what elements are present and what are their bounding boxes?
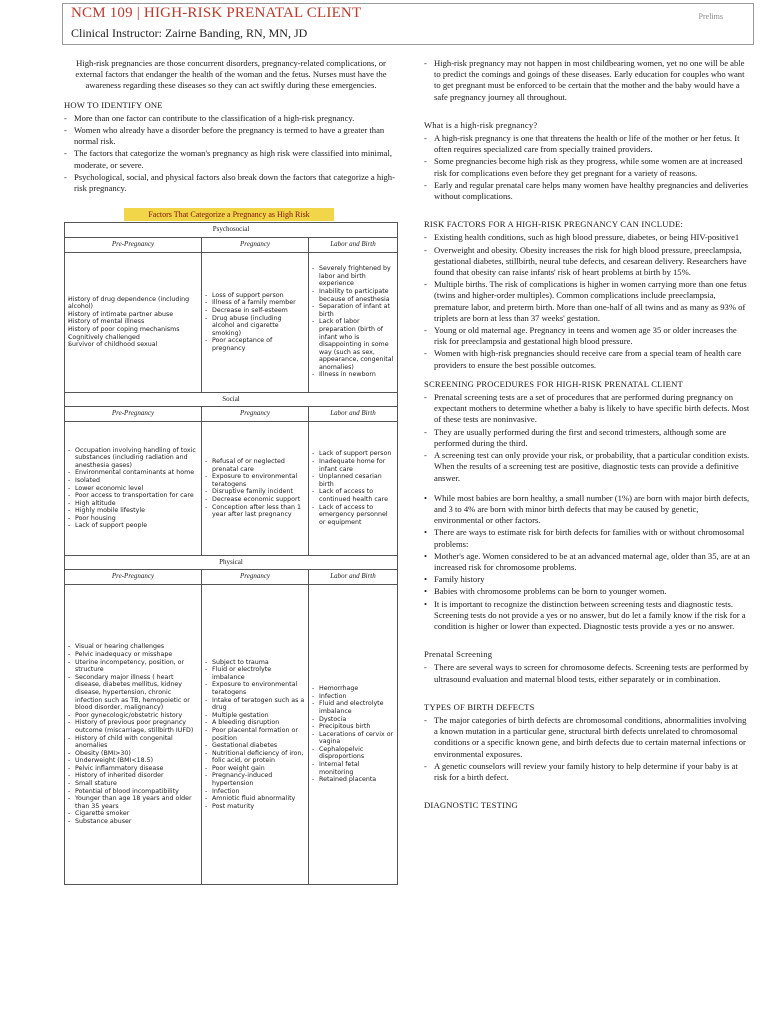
list-item: • Family history <box>424 574 750 585</box>
col-pregnancy: Pregnancy <box>202 238 309 253</box>
list-item: - Inability to participate because of anesthesia <box>312 288 394 303</box>
instructor-line: Clinical Instructor: Zairne Banding, RN, MN, JD <box>71 26 308 40</box>
list-item: - Poor access to transportation for care <box>68 492 198 500</box>
list-item: - Disruptive family incident <box>205 488 305 496</box>
list-item: - Conception after less than 1 year after last pregnancy <box>205 504 305 519</box>
list-item: - Illness in newborn <box>312 371 394 379</box>
defects-list <box>424 715 750 783</box>
list-item: - Cephalopelvic disproportions <box>312 746 394 761</box>
page-header <box>62 3 754 45</box>
list-item: - Isolated <box>68 477 198 485</box>
list-item: - The factors that categorize the woman's pregnancy as high risk were classified into minimal, moderate, or severe. <box>64 148 398 170</box>
list-item: - Cigarette smoker <box>68 810 198 818</box>
list-item: - Uterine incompetency, position, or structure <box>68 659 198 674</box>
list-item: - Retained placenta <box>312 776 394 784</box>
list-item: - Nutritional deficiency of iron, folic acid, or protein <box>205 750 305 765</box>
psy-pre-list <box>68 296 198 349</box>
list-item: - Potential of blood incompatibility <box>68 788 198 796</box>
what-list <box>424 133 750 202</box>
list-item: - Pelvic inflammatory disease <box>68 765 198 773</box>
list-item: - Women who already have a disorder before the pregnancy is termed to have a greater than normal risk. <box>64 125 398 147</box>
list-item: - Precipitous birth <box>312 723 394 731</box>
soc-pre-list <box>68 447 198 531</box>
list-item: - High altitude <box>68 500 198 508</box>
list-item: - A high-risk pregnancy is one that threatens the health or life of the mother or her fetus. It often requires specialized care from specially trained providers. <box>424 133 750 155</box>
list-item: - Lacerations of cervix or vagina <box>312 731 394 746</box>
estimate-list <box>424 493 750 632</box>
list-item: - Psychological, social, and physical factors also break down the factors that categorize a high-risk pregnancy. <box>64 172 398 194</box>
list-item: • There are ways to estimate risk for birth defects for families with or without chromosomal problems: <box>424 527 750 549</box>
section-title-how: HOW TO IDENTIFY ONE <box>64 99 163 110</box>
list-item: - Exposure to environmental teratogens <box>205 681 305 696</box>
list-item: - High-risk pregnancy may not happen in most childbearing women, yet no one will be able to predict the comings and goings of these diseases. Early education for couples who want to get pregnant must be enforced to be certain that the mother and the baby would have a safe pregnancy journey all throughout. <box>424 58 750 103</box>
list-item: - Some pregnancies become high risk as they progress, while some women are at increased risk for complications even before they get pregnant for a variety of reasons. <box>424 156 750 178</box>
list-item: - History of child with congenital anomalies <box>68 735 198 750</box>
list-item: - Gestational diabetes <box>205 742 305 750</box>
list-item: - Poor gynecologic/obstetric history <box>68 712 198 720</box>
list-item: - Decrease in self-esteem <box>205 307 305 315</box>
list-item: - Obesity (BMI>30) <box>68 750 198 758</box>
list-item: - More than one factor can contribute to the classification of a high-risk pregnancy. <box>64 113 398 124</box>
list-item: - Dystocia <box>312 716 394 724</box>
list-item: - Survivor of childhood sexual <box>68 341 198 349</box>
list-item: - Fluid and electrolyte imbalance <box>312 700 394 715</box>
list-item: - Overweight and obesity. Obesity increases the risk for high blood pressure, preeclampsia, gestational diabetes, stillbirth, neural tube defects, and cesarean delivery. Researchers have found that obesity can raise infants' risk of heart problems at birth by 15%. <box>424 245 750 279</box>
list-item: - Illness of a family member <box>205 299 305 307</box>
col-pre-pregnancy: Pre-Pregnancy <box>65 238 202 253</box>
document-title: NCM 109 | HIGH-RISK PRENATAL CLIENT <box>71 5 362 21</box>
intro-paragraph: High-risk pregnancies are those concurrent disorders, pregnancy-related complications, or external factors that endanger the health of the woman and the fetus. Nurses must have the awareness regarding these diseases so they can act swiftly during these emergencies. <box>75 58 387 91</box>
col-labor-birth: Labor and Birth <box>309 570 398 585</box>
list-item: - Infection <box>205 788 305 796</box>
list-item: - Infection <box>312 693 394 701</box>
list-item: - Visual or hearing challenges <box>68 643 198 651</box>
list-item: - Prenatal screening tests are a set of procedures that are performed during pregnancy on expectant mothers to determine whether a baby is likely to have specific birth defects. Most of these tests are noninvasive. <box>424 392 750 426</box>
list-item: • Mother's age. Women considered to be at an advanced maternal age, older than 35, are at an increased risk for chromosome problems. <box>424 551 750 573</box>
risk-factors-table <box>64 222 398 885</box>
list-item: - History of intimate partner abuse <box>68 311 198 319</box>
list-item: - Lack of support people <box>68 522 198 530</box>
psy-labor-list <box>312 265 394 379</box>
list-item: - Separation of infant at birth <box>312 303 394 318</box>
list-item: - Highly mobile lifestyle <box>68 507 198 515</box>
list-item: - History of poor coping mechanisms <box>68 326 198 334</box>
list-item: - The major categories of birth defects are chromosomal conditions, abnormalities involving a known mutation in a particular gene, structural birth defects unrelated to chromosomal conditions or a specific known gene, and birth defects due to certain maternal infections or environmental exposures. <box>424 715 750 760</box>
list-item: - Hemorrhage <box>312 685 394 693</box>
list-item: - Existing health conditions, such as high blood pressure, diabetes, or being HIV-positive1 <box>424 232 750 243</box>
list-item: - Poor placental formation or position <box>205 727 305 742</box>
list-item: - History of drug dependence (including alcohol) <box>68 296 198 311</box>
list-item: • While most babies are born healthy, a small number (1%) are born with major birth defects, and 3 to 4% are born with minor birth defects that may be caused by genetic, environmental or other factors. <box>424 493 750 527</box>
list-item: - Intake of teratogen such as a drug <box>205 697 305 712</box>
soc-preg-list <box>205 458 305 519</box>
list-item: - Pregnancy-induced hypertension <box>205 772 305 787</box>
list-item: - They are usually performed during the first and second trimesters, although some are performed during the third. <box>424 427 750 449</box>
list-item: - Loss of support person <box>205 292 305 300</box>
list-item: - Occupation involving handling of toxic substances (including radiation and anesthesia gases) <box>68 447 198 470</box>
soc-labor-list <box>312 450 394 526</box>
section-title-diagnostic: DIAGNOSTIC TESTING <box>424 800 518 811</box>
psy-preg-list <box>205 292 305 353</box>
list-item: - Lack of support person <box>312 450 394 458</box>
list-item: • Babies with chromosome problems can be born to younger women. <box>424 586 750 597</box>
exam-tag: Prelims <box>698 12 723 21</box>
list-item: - Fluid or electrolyte imbalance <box>205 666 305 681</box>
screening-list <box>424 392 750 484</box>
section-title-screening: SCREENING PROCEDURES FOR HIGH-RISK PRENATAL CLIENT <box>424 378 683 389</box>
list-item: - Young or old maternal age. Pregnancy in teens and women age 35 or older increases the risk for preeclampsia and gestational high blood pressure. <box>424 325 750 347</box>
list-item: - Poor weight gain <box>205 765 305 773</box>
list-item: - Underweight (BMI<18.5) <box>68 757 198 765</box>
list-item: - Unplanned cesarian birth <box>312 473 394 488</box>
list-item: - Decrease economic support <box>205 496 305 504</box>
list-item: - Early and regular prenatal care helps many women have healthy pregnancies and deliveries without complications. <box>424 180 750 202</box>
band-physical: Physical <box>65 555 398 570</box>
list-item: - Secondary major illness ( heart disease, diabetes mellitus, kidney disease, hypertension, chronic infection such as TB, hemopoietic or blood disorder, malignancy) <box>68 674 198 712</box>
list-item: - Internal fetal monitoring <box>312 761 394 776</box>
col-pre-pregnancy: Pre-Pregnancy <box>65 570 202 585</box>
list-item: - History of inherited disorder <box>68 772 198 780</box>
list-item: - Substance abuser <box>68 818 198 826</box>
list-item: - Severely frightened by labor and birth experience <box>312 265 394 288</box>
list-item: - Exposure to environmental teratogens <box>205 473 305 488</box>
band-social: Social <box>65 392 398 407</box>
list-item: - Post maturity <box>205 803 305 811</box>
risk-list <box>424 232 750 370</box>
list-item: - Subject to trauma <box>205 659 305 667</box>
list-item: - Lack of access to continued health care <box>312 488 394 503</box>
phy-preg-list <box>205 659 305 811</box>
list-item: - Amniotic fluid abnormality <box>205 795 305 803</box>
section-title-prenatal: Prenatal Screening <box>424 649 493 660</box>
right-column <box>424 58 750 813</box>
band-psychosocial: Psychosocial <box>65 223 398 238</box>
list-item: - Poor acceptance of pregnancy <box>205 337 305 352</box>
top-list <box>424 58 750 103</box>
list-item: - There are several ways to screen for chromosome defects. Screening tests are performed by ultrasound evaluation and maternal blood tests, either separately or in combination. <box>424 662 750 684</box>
list-item: - Inadequate home for infant care <box>312 458 394 473</box>
left-column <box>64 58 398 885</box>
list-item: - History of mental illness <box>68 318 198 326</box>
list-item: - Multiple births. The risk of complications is higher in women carrying more than one fetus (twins and higher-order multiples). Common complications include preeclampsia, premature labor, and preterm birth. More than one-half of all twins and as many as 93% of triplets are born at less than 37 weeks' gestation. <box>424 279 750 324</box>
section-title-risk: RISK FACTORS FOR A HIGH-RISK PREGNANCY CAN INCLUDE: <box>424 219 684 230</box>
list-item: - Cognitively challenged <box>68 334 198 342</box>
col-pregnancy: Pregnancy <box>202 407 309 422</box>
list-item: - Environmental contaminants at home <box>68 469 198 477</box>
list-item: - Pelvic inadequacy or misshape <box>68 651 198 659</box>
list-item: - A screening test can only provide your risk, or probability, that a particular condition exists. When the results of a screening test are positive, diagnostic tests can provide a definitive answer. <box>424 450 750 484</box>
table-title: Factors That Categorize a Pregnancy as High Risk <box>124 208 334 221</box>
list-item: - Drug abuse (including alcohol and cigarette smoking) <box>205 315 305 338</box>
prenatal-list <box>424 662 750 684</box>
list-item: - Refusal of or neglected prenatal care <box>205 458 305 473</box>
list-item: - A bleeding disruption <box>205 719 305 727</box>
list-item: - Women with high-risk pregnancies should receive care from a special team of health care providers to ensure the best possible outcomes. <box>424 348 750 370</box>
list-item: - Younger than age 18 years and older than 35 years <box>68 795 198 810</box>
col-pregnancy: Pregnancy <box>202 570 309 585</box>
col-pre-pregnancy: Pre-Pregnancy <box>65 407 202 422</box>
list-item: - Small stature <box>68 780 198 788</box>
col-labor-birth: Labor and Birth <box>309 407 398 422</box>
list-item: - History of previous poor pregnancy outcome (miscarriage, stillbirth IUFD) <box>68 719 198 734</box>
how-list <box>64 113 398 194</box>
section-title-what: What is a high-risk pregnancy? <box>424 119 538 130</box>
list-item: - Lower economic level <box>68 485 198 493</box>
phy-labor-list <box>312 685 394 784</box>
section-title-defects: TYPES OF BIRTH DEFECTS <box>424 701 535 712</box>
list-item: • It is important to recognize the distinction between screening tests and diagnostic tests. Screening tests do not provide a yes or no answer, but do let a family know if the risk for a condition is higher or lower than expected. Diagnostic tests provide a yes or no answer. <box>424 599 750 633</box>
list-item: - A genetic counselors will review your family history to help determine if your baby is at risk for a birth defect. <box>424 761 750 783</box>
list-item: - Multiple gestation <box>205 712 305 720</box>
col-labor-birth: Labor and Birth <box>309 238 398 253</box>
list-item: - Lack of access to emergency personnel or equipment <box>312 504 394 527</box>
list-item: - Poor housing <box>68 515 198 523</box>
list-item: - Lack of labor preparation (birth of infant who is disappointing in some way (such as sex, appearance, congenital anomalies) <box>312 318 394 371</box>
phy-pre-list <box>68 643 198 825</box>
